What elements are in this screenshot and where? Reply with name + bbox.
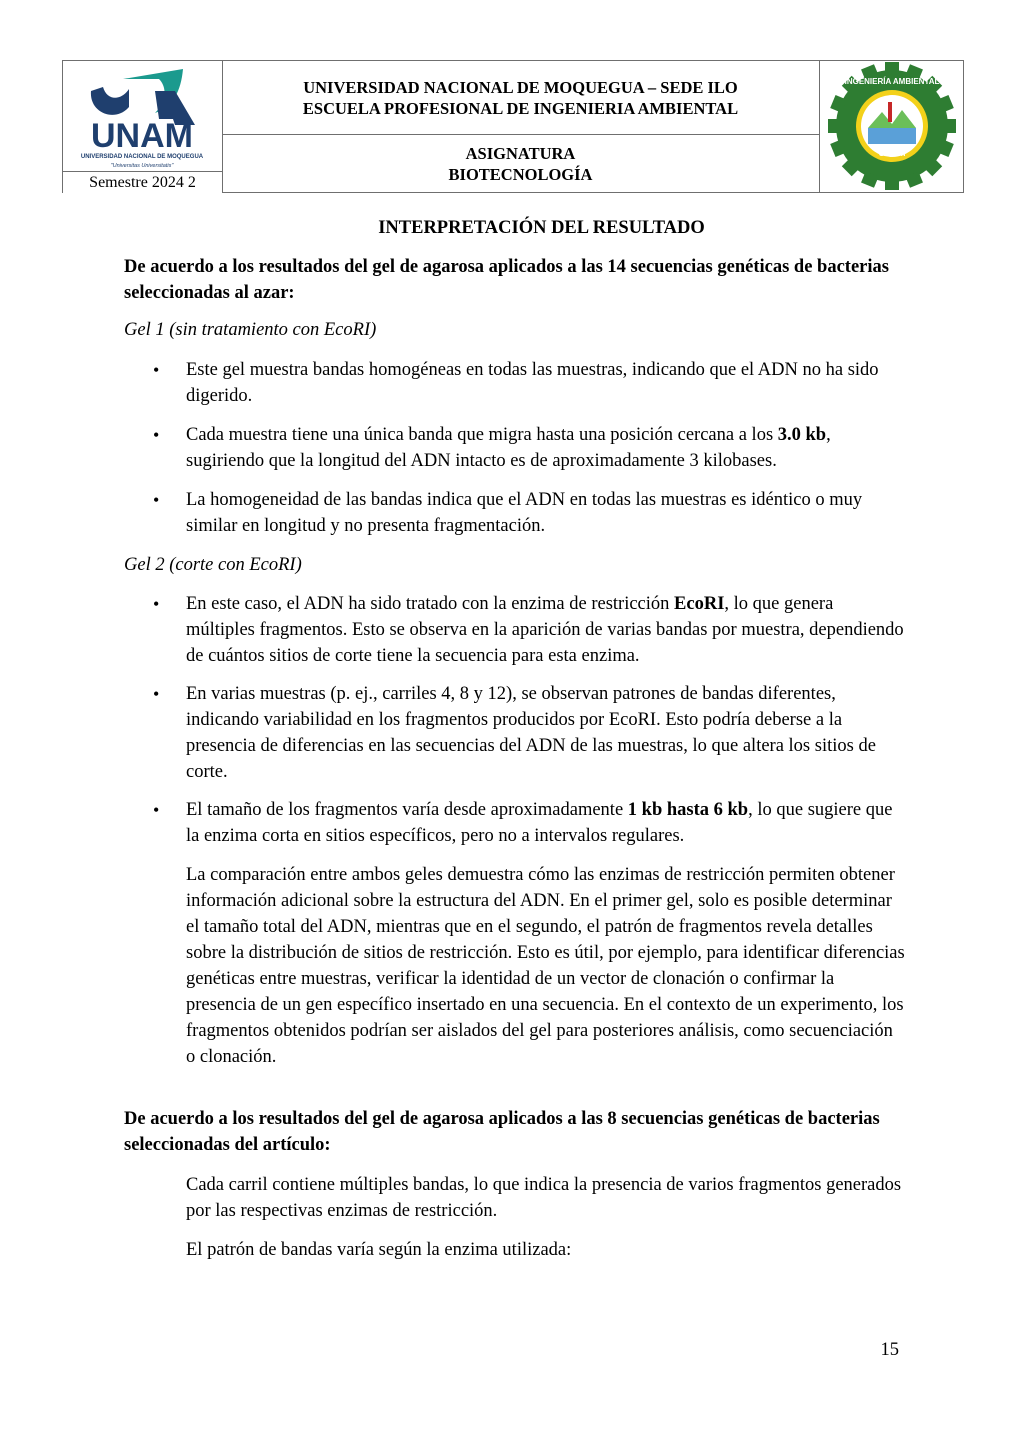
institution-block	[222, 61, 819, 135]
multiple-bands-paragraph: Cada carril contiene múltiples bandas, lo que indica la presencia de varios fragmentos generados por las respectivas enzimas de restricción.	[186, 1175, 902, 1221]
section-title: INTERPRETACIÓN DEL RESULTADO	[378, 218, 705, 238]
subject-block	[222, 143, 819, 185]
svg-text:"Universitas Universitatis": "Universitas Universitatis"	[110, 163, 174, 169]
ingenieria-ambiental-seal	[820, 61, 964, 192]
svg-text:UNIVERSIDAD NACIONAL DE MOQUEG: UNIVERSIDAD NACIONAL DE MOQUEGUA	[80, 154, 204, 160]
gel-1-bullet-3: La homogeneidad de las bandas indica que el ADN en todas las muestras es idéntico o muy similar en longitud y no presenta fragmentación.	[186, 490, 863, 536]
bullet-icon: •	[153, 684, 160, 704]
unam-logo-cell	[63, 61, 223, 192]
gel-1-heading: Gel 1 (sin tratamiento con EcoRI)	[124, 320, 377, 340]
subject-name: BIOTECNOLOGÍA	[448, 165, 593, 184]
bullet-icon: •	[153, 800, 160, 820]
semester-label: Semestre 2024 2	[63, 171, 222, 193]
gel-2-bullet-3: El tamaño de los fragmentos varía desde aproximadamente 1 kb hasta 6 kb, lo que sugiere que la enzima corta en sitios específicos, pero no a intervalos regulares.	[186, 800, 893, 846]
bullet-icon: •	[153, 425, 160, 445]
institution-cell	[222, 61, 819, 192]
intro-paragraph-2: De acuerdo a los resultados del gel de agarosa aplicados a las 8 secuencias genéticas de bacterias seleccionadas del artículo:	[124, 1109, 880, 1155]
svg-text:INGENIERÍA AMBIENTAL: INGENIERÍA AMBIENTAL	[844, 77, 940, 86]
gel-2-bullet-2: En varias muestras (p. ej., carriles 4, 8 y 12), se observan patrones de bandas diferentes, indicando variabilidad en los fragmentos producidos por EcoRI. Esto podría deberse a la presencia de diferencias en las secuencias del ADN de las muestras, lo que altera los sitios de corte.	[186, 684, 876, 782]
institution-line-1: UNIVERSIDAD NACIONAL DE MOQUEGUA – SEDE ILO	[303, 78, 738, 97]
intro-paragraph-1: De acuerdo a los resultados del gel de agarosa aplicados a las 14 secuencias genéticas de bacterias seleccionadas al azar:	[124, 257, 889, 303]
band-pattern-paragraph: El patrón de bandas varía según la enzima utilizada:	[186, 1240, 572, 1260]
institution-line-2: ESCUELA PROFESIONAL DE INGENIERIA AMBIENTAL	[302, 99, 739, 118]
page-header	[62, 60, 964, 193]
bullet-icon: •	[153, 594, 160, 614]
subject-label: ASIGNATURA	[465, 144, 576, 163]
page-number: 15	[880, 1340, 899, 1360]
comparison-paragraph: La comparación entre ambos geles demuestra cómo las enzimas de restricción permiten obtener información adicional sobre la estructura del ADN. En el primer gel, solo es posible determinar el tamaño total del ADN, mientras que en el segundo, el patrón de fragmentos revela detalles sobre la distribución de sitios de restricción. Esto es útil, por ejemplo, para identificar diferencias genéticas entre muestras, verificar la identidad de un vector de clonación o confirmar la presencia de un gen específico insertado en una secuencia. En el contexto de un experimento, los fragmentos obtenidos podrían ser aislados del gel para posteriores análisis, como secuenciación o clonación.	[186, 865, 905, 1067]
seal-cell	[819, 61, 964, 192]
unam-logo	[63, 61, 222, 171]
svg-text:UNAM: UNAM	[91, 117, 193, 155]
gel-1-bullet-1: Este gel muestra bandas homogéneas en todas las muestras, indicando que el ADN no ha sido digerido.	[186, 360, 879, 406]
gel-2-heading: Gel 2 (corte con EcoRI)	[124, 555, 302, 575]
bullet-icon: •	[153, 360, 160, 380]
svg-text:UNAM: UNAM	[878, 148, 906, 158]
bullet-icon: •	[153, 490, 160, 510]
gel-2-bullet-1: En este caso, el ADN ha sido tratado con la enzima de restricción EcoRI, lo que genera múltiples fragmentos. Esto se observa en la aparición de varias bandas por muestra, dependiendo de cuántos sitios de corte tiene la secuencia para esta enzima.	[186, 594, 904, 666]
gel-1-bullet-2: Cada muestra tiene una única banda que migra hasta una posición cercana a los 3.0 kb, sugiriendo que la longitud del ADN intacto es de aproximadamente 3 kilobases.	[186, 425, 831, 471]
